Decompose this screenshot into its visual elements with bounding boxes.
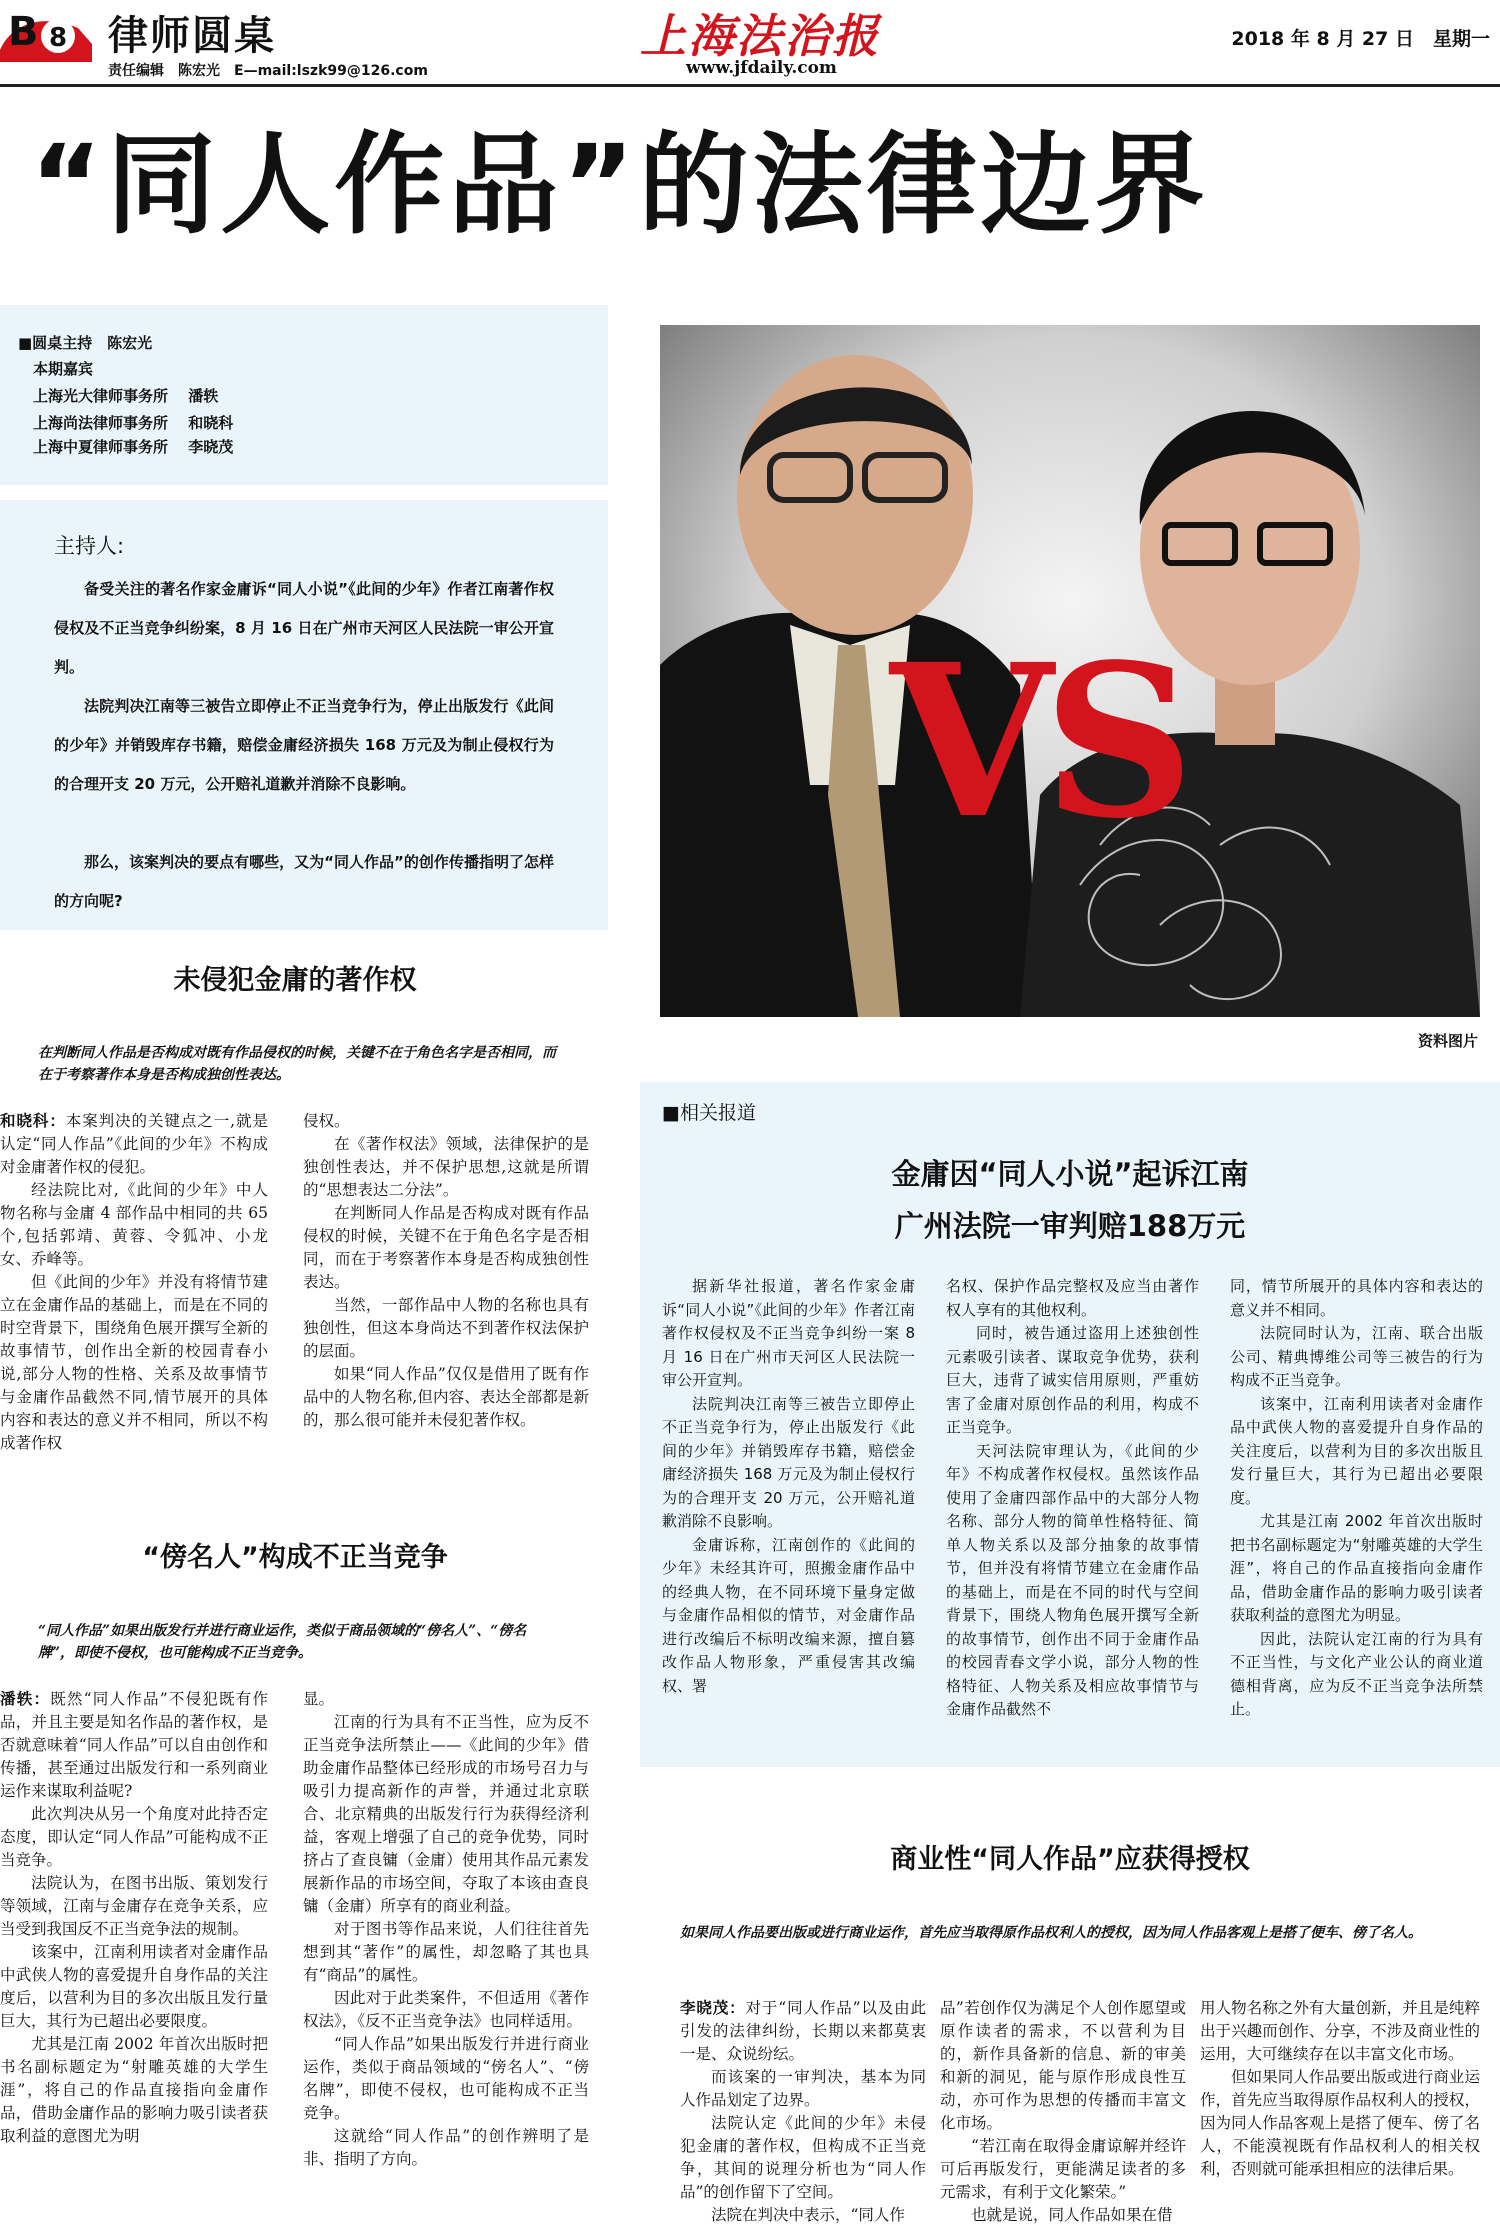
speaker-name: 李晓茂： xyxy=(680,1999,746,2017)
feature-photo xyxy=(660,325,1480,1017)
paragraph: 法院同时认为，江南、联合出版公司、精典博维公司等三被告的行为构成不正当竞争。 xyxy=(1230,1324,1483,1389)
paragraph: 而该案的一审判决，基本为同人作品划定了边界。 xyxy=(680,2068,926,2109)
speaker-name: 和晓科： xyxy=(0,1112,66,1130)
header-divider xyxy=(0,84,1500,87)
related-report-tag: ■相关报道 xyxy=(662,1102,756,1124)
guest-1: 上海光大律师事务所 潘轶 xyxy=(18,387,219,405)
related-title-line2: 广州法院一审判赔188万元 xyxy=(894,1209,1246,1243)
paragraph: 法院在判决中表示，“同人作 xyxy=(711,2206,905,2224)
newspaper-masthead: 上海法治报 xyxy=(640,9,880,63)
paragraph: 法院认为，在图书出版、策划发行等领域，江南与金庸存在竞争关系，应当受到我国反不正当竞争法的规制。 xyxy=(0,1874,268,1938)
paragraph: 金庸诉称，江南创作的《此间的少年》未经其许可，照搬金庸作品中的经典人物，在不同环境下量身定做与金庸作品相似的情节，对金庸作品进行改编后不标明改编来源，擅自篡改作品人物形象，严重侵害其改编权、署 xyxy=(662,1535,915,1695)
related-column-1 xyxy=(662,1275,915,1698)
host-label: 主持人: xyxy=(54,534,125,558)
paragraph: 但《此间的少年》并没有将情节建立在金庸作品的基础上，而是在不同的时空背景下，围绕角色展开撰写全新的故事情节，创作出全新的校园青春小说,部分人物的性格、关系及故事情节与金庸作品截然不同,情节展开的具体内容和表达的意义并不相同，所以不构成著作权 xyxy=(0,1273,268,1452)
host-line: ■圆桌主持 陈宏光 xyxy=(18,334,153,352)
paragraph: 江南的行为具有不正当性，应为反不正当竞争法所禁止——《此间的少年》借助金庸作品整体已经形成的市场号召力与吸引力提高新作的声誉，并通过北京联合、北京精典的出版发行行为获得经济利益，客观上增强了自己的竞争优势，同时挤占了查良镛（金庸）使用其作品元素发展新作品的市场空间，夺取了本该由查良镛（金庸）所享有的商业利益。 xyxy=(303,1713,589,1915)
guest-3: 上海中夏律师事务所 李晓茂 xyxy=(18,438,234,456)
paragraph: 法院认定《此间的少年》未侵犯金庸的著作权，但构成不正当竞争，其间的说理分析也为“同人作品”的创作留下了空间。 xyxy=(680,2114,926,2201)
related-column-2 xyxy=(946,1275,1199,1722)
paragraph: 在判断同人作品是否构成对既有作品侵权的时候，关键不在于角色名字是否相同，而在于考察著作本身是否构成独创性表达。 xyxy=(303,1204,589,1291)
paragraph: 李晓茂：对于“同人作品”以及由此引发的法律纠纷，长期以来都莫衷一是、众说纷纭。 xyxy=(680,1999,926,2063)
paragraph: 同，情节所展开的具体内容和表达的意义并不相同。 xyxy=(1230,1277,1483,1319)
editor-info: 责任编辑 陈宏光 E—mail:lszk99@126.com xyxy=(108,63,428,79)
issue-date: 2018 年 8 月 27 日 星期一 xyxy=(1231,28,1490,50)
section3-lead: 如果同人作品要出版或进行商业运作，首先应当取得原作品权利人的授权，因为同人作品客观上是搭了便车、傍了名人。 xyxy=(680,1925,1422,1941)
paragraph: 天河法院审理认为，《此间的少年》不构成著作权侵权。虽然该作品使用了金庸四部作品中的大部分人物名称、部分人物的简单性格特征、简单人物关系以及部分抽象的故事情节，但并没有将情节建立在金庸作品的基础上，而是在不同的时代与空间背景下，围绕人物角色展开撰写全新的故事情节，创作出不同于金庸作品的校园青春文学小说，部分人物的性格特征、人物关系及相应故事情节与金庸作品截然不 xyxy=(946,1441,1199,1718)
paragraph: 因此，法院认定江南的行为具有不正当性，与文化产业公认的商业道德相背离，应为反不正当竞争法所禁止。 xyxy=(1230,1629,1483,1718)
intro-paragraph: 那么，该案判决的要点有哪些，又为“同人作品”的创作传播指明了怎样的方向呢? xyxy=(54,853,554,910)
website-link[interactable]: www.jfdaily.com xyxy=(686,58,837,78)
photo-credit: 资料图片 xyxy=(1417,1032,1478,1050)
guest-list xyxy=(0,305,608,485)
section3-title: 商业性“同人作品”应获得授权 xyxy=(890,1844,1250,1875)
paragraph: 因此对于此类案件，不但适用《著作权法》，《反不正当竞争法》也同样适用。 xyxy=(303,1989,589,2030)
vs-text: VS xyxy=(890,618,1185,865)
paragraph: 品”若创作仅为满足个人创作愿望或原作读者的需求，不以营利为目的，新作具备新的信息、新的审美和新的洞见，能与原作形成良性互动，亦可作为思想的传播而丰富文化市场。 xyxy=(940,1999,1186,2132)
paragraph: “若江南在取得金庸谅解并经许可后再版发行，更能满足读者的多元需求，有利于文化繁荣。” xyxy=(940,2137,1186,2201)
section1-column-1 xyxy=(0,1110,268,1455)
paragraph: 尤其是江南 2002 年首次出版时把书名副标题定为“射雕英雄的大学生涯”，将自己的作品直接指向金庸作品，借助金庸作品的影响力吸引读者获取利益的意图尤为明显。 xyxy=(1230,1512,1483,1624)
paragraph: 用人物名称之外有大量创新，并且是纯粹出于兴趣而创作、分享，不涉及商业性的运用，大可继续存在以丰富文化市场。 xyxy=(1200,1999,1480,2063)
paragraph: 该案中，江南利用读者对金庸作品中武侠人物的喜爱提升自身作品的关注度后，以营利为目的多次出版且发行量巨大，其行为已超出必要限度。 xyxy=(0,1943,268,2030)
paragraph: 这就给“同人作品”的创作辨明了是非、指明了方向。 xyxy=(303,2127,589,2168)
paragraph: “同人作品”如果出版发行并进行商业运作，类似于商品领域的“傍名人”、“傍名牌”，即使不侵权，也可能构成不正当竞争。 xyxy=(303,2035,589,2122)
paragraph: 显。 xyxy=(303,1690,335,1708)
paragraph: 经法院比对,《此间的少年》中人物名称与金庸 4 部作品中相同的共 65 个,包括郭靖、黄蓉、令狐冲、小龙女、乔峰等。 xyxy=(0,1181,268,1268)
speaker-name: 潘轶： xyxy=(0,1690,51,1708)
section2-lead: “同人作品”如果出版发行并进行商业运作，类似于商品领域的“傍名人”、“傍名牌”，即使不侵权，也可能构成不正当竞争。 xyxy=(38,1623,527,1661)
paragraph: 对于图书等作品来说，人们往往首先想到其“著作”的属性，却忽略了其也具有“商品”的属性。 xyxy=(303,1920,589,1984)
section2-column-1 xyxy=(0,1688,268,2148)
section3-column-2 xyxy=(940,1997,1186,2227)
photo-illustration xyxy=(660,325,1480,1017)
paragraph: 名权、保护作品完整权及应当由著作权人享有的其他权利。 xyxy=(946,1277,1199,1319)
paragraph: 该案中，江南利用读者对金庸作品中武侠人物的喜爱提升自身作品的关注度后，以营利为目的多次出版且发行量巨大，其行为已超出必要限度。 xyxy=(1230,1394,1483,1507)
paragraph: 但如果同人作品要出版或进行商业运作，首先应当取得原作品权利人的授权，因为同人作品客观上是搭了便车、傍了名人，不能漠视既有作品权利人的相关权利，否则就可能承担相应的法律后果。 xyxy=(1200,2068,1480,2178)
page-badge xyxy=(0,0,92,62)
svg-text:B: B xyxy=(8,9,39,55)
related-column-3 xyxy=(1230,1275,1483,1722)
paragraph: 在《著作权法》领域，法律保护的是独创性表达，并不保护思想,这就是所谓的“思想表达二分法”。 xyxy=(303,1135,589,1199)
page-number: 8 xyxy=(48,23,68,53)
section-name: 律师圆桌 xyxy=(108,13,276,59)
guest-2: 上海尚法律师事务所 和晓科 xyxy=(18,414,234,432)
section1-column-2 xyxy=(303,1110,589,1432)
section3-column-1 xyxy=(680,1997,926,2227)
section1-lead: 在判断同人作品是否构成对既有作品侵权的时候，关键不在于角色名字是否相同，而在于考察著作本身是否构成独创性表达。 xyxy=(38,1045,556,1083)
paragraph: 侵权。 xyxy=(303,1112,350,1130)
paragraph: 同时，被告通过盗用上述独创性元素吸引读者、谋取竞争优势，获利巨大，违背了诚实信用原则，严重妨害了金庸对原创作品的利用，构成不正当竞争。 xyxy=(946,1324,1199,1436)
section2-title: “傍名人”构成不正当竞争 xyxy=(142,1542,448,1573)
paragraph: 此次判决从另一个角度对此持否定态度，即认定“同人作品”可能构成不正当竞争。 xyxy=(0,1805,268,1869)
paragraph: 和晓科：本案判决的关键点之一,就是认定“同人作品”《此间的少年》不构成对金庸著作权的侵犯。 xyxy=(0,1112,268,1176)
paragraph: 如果“同人作品”仅仅是借用了既有作品中的人物名称,但内容、表达全部都是新的，那么很可能并未侵犯著作权。 xyxy=(303,1365,589,1429)
intro-paragraph: 备受关注的著名作家金庸诉“同人小说”《此间的少年》作者江南著作权侵权及不正当竞争纠纷案，8 月 16 日在广州市天河区人民法院一审公开宣判。 xyxy=(54,580,554,676)
intro-paragraph: 法院判决江南等三被告立即停止不正当竞争行为，停止出版发行《此间的少年》并销毁库存书籍，赔偿金庸经济损失 168 万元及为制止侵权行为的合理开支 20 万元，公开赔礼道歉并消除不良影响。 xyxy=(54,697,554,793)
paragraph: 法院判决江南等三被告立即停止不正当竞争行为，停止出版发行《此间的少年》并销毁库存书籍，赔偿金庸经济损失 168 万元及为制止侵权行为的合理开支 20 万元，公开赔礼道歉消除不良影响。 xyxy=(662,1394,915,1530)
guest-heading: 本期嘉宾 xyxy=(18,360,94,378)
page-headline: “同人作品”的法律边界 xyxy=(30,121,1209,249)
host-intro xyxy=(0,500,608,930)
paragraph: 尤其是江南 2002 年首次出版时把书名副标题定为“射雕英雄的大学生涯”，将自己的作品直接指向金庸作品，借助金庸作品的影响力吸引读者获取利益的意图尤为明 xyxy=(0,2035,268,2145)
section1-title: 未侵犯金庸的著作权 xyxy=(173,965,417,996)
section2-column-2 xyxy=(303,1688,589,2171)
paragraph: 潘轶：既然“同人作品”不侵犯既有作品，并且主要是知名作品的著作权，是否就意味着“同人作品”可以自由创作和传播，甚至通过出版发行和一系列商业运作来谋取利益呢? xyxy=(0,1690,268,1800)
paragraph: 据新华社报道，著名作家金庸诉“同人小说”《此间的少年》作者江南著作权侵权及不正当竞争纠纷一案 8 月 16 日在广州市天河区人民法院一审公开宣判。 xyxy=(662,1277,915,1389)
paragraph: 也就是说，同人作品如果在借 xyxy=(971,2206,1173,2224)
section3-column-3 xyxy=(1200,1997,1480,2181)
paragraph: 当然，一部作品中人物的名称也具有独创性，但这本身尚达不到著作权法保护的层面。 xyxy=(303,1296,589,1360)
related-title-line1: 金庸因“同人小说”起诉江南 xyxy=(891,1157,1249,1191)
